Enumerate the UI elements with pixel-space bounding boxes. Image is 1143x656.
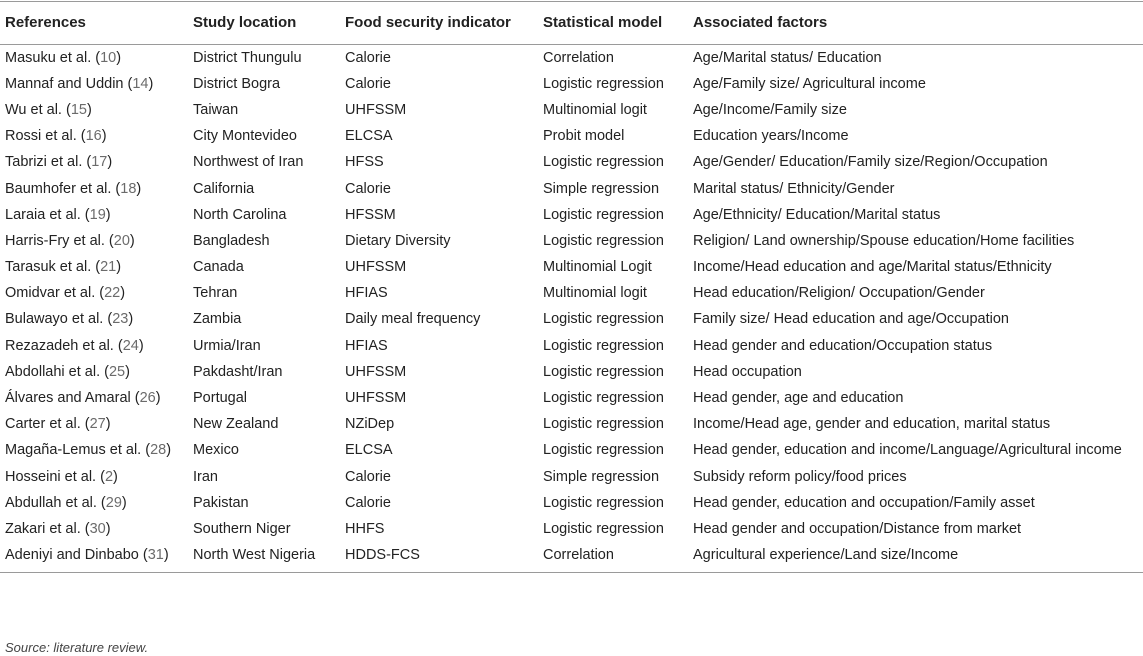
cell-food-security-indicator: HFIAS: [345, 337, 388, 354]
reference-close-paren: ): [121, 494, 127, 511]
citation-link[interactable]: 25: [108, 363, 126, 380]
table-row: [0, 228, 1143, 254]
header-associated-factors: Associated factors: [688, 2, 1143, 45]
cell-reference: [0, 124, 188, 150]
cell-associated-factors: Subsidy reform policy/food prices: [693, 468, 907, 485]
reference-text: Laraia et al. (: [5, 206, 90, 223]
reference-text: Abdullah et al. (: [5, 494, 106, 511]
cell-food-security-indicator: UHFSSM: [345, 363, 407, 380]
reference-text: Hosseini et al. (: [5, 468, 105, 485]
cell-reference: [0, 385, 188, 411]
cell-study-location: Mexico: [193, 442, 239, 459]
header-study-location: Study location: [188, 2, 340, 45]
cell-reference: [0, 176, 188, 202]
cell-food-security-indicator: Calorie: [345, 468, 391, 485]
cell-reference: [0, 255, 188, 281]
citation-link[interactable]: 31: [147, 547, 164, 564]
cell-statistical-model: Logistic regression: [543, 416, 664, 433]
reference-close-paren: ): [155, 390, 161, 407]
cell-statistical-model: Logistic regression: [543, 520, 664, 537]
reference-text: Omidvar et al. (: [5, 285, 105, 302]
reference-close-paren: ): [128, 311, 134, 328]
cell-study-location: District Thungulu: [193, 49, 302, 66]
cell-statistical-model: Multinomial logit: [543, 285, 647, 302]
table-row: [0, 385, 1143, 411]
reference-close-paren: ): [166, 442, 172, 459]
reference-text: Adeniyi and Dinbabo (: [5, 547, 148, 564]
cell-food-security-indicator: Calorie: [345, 180, 391, 197]
table-row: [0, 202, 1143, 228]
cell-associated-factors: Head gender, education and occupation/Family asset: [693, 494, 1035, 511]
citation-link[interactable]: 16: [85, 128, 102, 145]
food-security-table: [0, 1, 1143, 573]
citation-link[interactable]: 19: [89, 206, 106, 223]
cell-reference: [0, 150, 188, 176]
reference-text: Wu et al. (: [5, 101, 71, 118]
cell-reference: [0, 464, 188, 490]
citation-link[interactable]: 23: [112, 311, 129, 328]
reference-close-paren: ): [125, 363, 130, 380]
reference-text: Bulawayo et al. (: [5, 311, 113, 328]
cell-statistical-model: Logistic regression: [543, 154, 664, 171]
header-statistical-model: Statistical model: [538, 2, 688, 45]
cell-food-security-indicator: HHFS: [345, 520, 385, 537]
reference-text: Masuku et al. (: [5, 49, 101, 66]
cell-reference: [0, 543, 188, 573]
table-row: [0, 490, 1143, 516]
cell-food-security-indicator: HFSS: [345, 154, 384, 171]
table-row: [0, 359, 1143, 385]
cell-statistical-model: Logistic regression: [543, 442, 664, 459]
cell-reference: [0, 412, 188, 438]
cell-study-location: Pakistan: [193, 494, 249, 511]
citation-link[interactable]: 10: [100, 49, 117, 66]
reference-text: Carter et al. (: [5, 416, 90, 433]
cell-statistical-model: Logistic regression: [543, 337, 664, 354]
cell-statistical-model: Logistic regression: [543, 232, 664, 249]
cell-associated-factors: Head gender, education and income/Language/Agricultural income: [693, 442, 1122, 459]
table-row: [0, 176, 1143, 202]
cell-reference: [0, 71, 188, 97]
citation-link[interactable]: 14: [132, 75, 149, 92]
cell-associated-factors: Age/Family size/ Agricultural income: [693, 75, 926, 92]
header-row: [0, 2, 1143, 45]
cell-study-location: Southern Niger: [193, 520, 291, 537]
cell-associated-factors: Religion/ Land ownership/Spouse education/Home facilities: [693, 232, 1075, 249]
reference-text: Magaña-Lemus et al. (: [5, 442, 151, 459]
cell-statistical-model: Logistic regression: [543, 363, 664, 380]
cell-food-security-indicator: NZiDep: [345, 416, 395, 433]
cell-reference: [0, 438, 188, 464]
cell-study-location: Zambia: [193, 311, 242, 328]
cell-associated-factors: Agricultural experience/Land size/Income: [688, 543, 1143, 573]
cell-reference: [0, 228, 188, 254]
cell-food-security-indicator: Calorie: [345, 75, 391, 92]
cell-statistical-model: Probit model: [543, 128, 625, 145]
cell-associated-factors: Head education/Religion/ Occupation/Gender: [693, 285, 985, 302]
table-row: [0, 412, 1143, 438]
cell-study-location: District Bogra: [193, 75, 281, 92]
cell-reference: [0, 97, 188, 123]
reference-text: Álvares and Amaral (: [5, 390, 140, 407]
cell-statistical-model: Correlation: [543, 49, 614, 66]
cell-food-security-indicator: ELCSA: [345, 442, 393, 459]
cell-statistical-model: Logistic regression: [543, 390, 664, 407]
reference-text: Rezazadeh et al. (: [5, 337, 123, 354]
reference-close-paren: ): [86, 101, 92, 118]
cell-statistical-model: Simple regression: [543, 180, 660, 197]
cell-study-location: Iran: [193, 468, 218, 485]
cell-food-security-indicator: HFSSM: [345, 206, 396, 223]
citation-link[interactable]: 15: [70, 101, 87, 118]
table-row: [0, 97, 1143, 123]
reference-close-paren: ): [113, 468, 118, 485]
table-row: [0, 543, 1143, 573]
cell-reference: [0, 359, 188, 385]
cell-food-security-indicator: Calorie: [345, 49, 391, 66]
reference-close-paren: ): [120, 285, 126, 302]
cell-associated-factors: Age/Ethnicity/ Education/Marital status: [693, 206, 941, 223]
cell-study-location: California: [193, 180, 255, 197]
citation-link[interactable]: 22: [104, 285, 121, 302]
citation-link[interactable]: 28: [150, 442, 167, 459]
table-row: [0, 333, 1143, 359]
cell-associated-factors: Age/Gender/ Education/Family size/Region/Occupation: [693, 154, 1048, 171]
cell-reference: [0, 202, 188, 228]
cell-associated-factors: Age/Marital status/ Education: [693, 49, 882, 66]
reference-close-paren: ): [101, 128, 107, 145]
table-row: [0, 307, 1143, 333]
cell-associated-factors: Head gender, age and education: [693, 390, 904, 407]
table-row: [0, 124, 1143, 150]
cell-associated-factors: Age/Income/Family size: [693, 101, 847, 118]
citation-link[interactable]: 17: [91, 154, 108, 171]
cell-statistical-model: Logistic regression: [543, 206, 664, 223]
cell-reference: [0, 490, 188, 516]
reference-text: Tabrizi et al. (: [5, 154, 92, 171]
table-row: [0, 150, 1143, 176]
cell-study-location: New Zealand: [193, 416, 279, 433]
cell-reference: [0, 333, 188, 359]
cell-food-security-indicator: UHFSSM: [345, 101, 407, 118]
reference-text: Zakari et al. (: [5, 520, 90, 537]
cell-food-security-indicator: UHFSSM: [345, 390, 407, 407]
cell-food-security-indicator: Daily meal frequency: [345, 311, 481, 328]
reference-close-paren: ): [105, 416, 111, 433]
cell-study-location: Pakdasht/Iran: [193, 363, 283, 380]
reference-close-paren: ): [129, 232, 135, 249]
table-source-note: Source: literature review.: [5, 640, 149, 655]
table-row: [0, 45, 1143, 72]
cell-food-security-indicator: Calorie: [345, 494, 391, 511]
cell-study-location: North West Nigeria: [188, 543, 340, 573]
cell-associated-factors: Income/Head education and age/Marital status/Ethnicity: [693, 259, 1052, 276]
reference-close-paren: ): [116, 49, 122, 66]
reference-close-paren: ): [163, 547, 169, 564]
cell-associated-factors: Education years/Income: [693, 128, 849, 145]
cell-food-security-indicator: Dietary Diversity: [345, 232, 451, 249]
header-food-security-indicator: Food security indicator: [340, 2, 538, 45]
table-row: [0, 438, 1143, 464]
reference-close-paren: ): [107, 154, 113, 171]
cell-statistical-model: Multinomial Logit: [543, 259, 652, 276]
reference-text: Tarasuk et al. (: [5, 259, 101, 276]
cell-reference: [0, 45, 188, 72]
table-row: [0, 464, 1143, 490]
cell-study-location: Canada: [193, 259, 244, 276]
cell-food-security-indicator: UHFSSM: [345, 259, 407, 276]
citation-link[interactable]: 2: [104, 468, 114, 485]
cell-statistical-model: Logistic regression: [543, 311, 664, 328]
cell-associated-factors: Head gender and occupation/Distance from market: [693, 520, 1022, 537]
citation-link[interactable]: 29: [105, 494, 122, 511]
cell-study-location: North Carolina: [193, 206, 287, 223]
table-row: [0, 516, 1143, 542]
table-row: [0, 71, 1143, 97]
reference-close-paren: ): [116, 259, 122, 276]
cell-associated-factors: Head gender and education/Occupation status: [693, 337, 993, 354]
cell-associated-factors: Income/Head age, gender and education, marital status: [693, 416, 1051, 433]
cell-study-location: City Montevideo: [193, 128, 297, 145]
cell-reference: [0, 281, 188, 307]
reference-close-paren: ): [105, 520, 111, 537]
cell-food-security-indicator: ELCSA: [345, 128, 393, 145]
cell-statistical-model: Multinomial logit: [543, 101, 647, 118]
cell-reference: [0, 516, 188, 542]
citation-link[interactable]: 18: [120, 180, 137, 197]
citation-link[interactable]: 20: [113, 232, 130, 249]
cell-statistical-model: Correlation: [538, 543, 688, 573]
header-references: References: [0, 2, 188, 45]
citation-link[interactable]: 21: [100, 259, 117, 276]
reference-text: Abdollahi et al. (: [5, 363, 109, 380]
cell-reference: [0, 307, 188, 333]
cell-study-location: Portugal: [193, 390, 248, 407]
reference-text: Mannaf and Uddin (: [5, 75, 133, 92]
cell-study-location: Northwest of Iran: [193, 154, 304, 171]
reference-close-paren: ): [138, 337, 144, 354]
reference-close-paren: ): [136, 180, 142, 197]
cell-associated-factors: Family size/ Head education and age/Occupation: [693, 311, 1009, 328]
reference-text: Harris-Fry et al. (: [5, 232, 114, 249]
cell-study-location: Tehran: [193, 285, 238, 302]
cell-statistical-model: Simple regression: [543, 468, 660, 485]
cell-study-location: Taiwan: [193, 101, 239, 118]
citation-link[interactable]: 24: [122, 337, 139, 354]
table-row: [0, 255, 1143, 281]
table-row: [0, 281, 1143, 307]
cell-associated-factors: Marital status/ Ethnicity/Gender: [693, 180, 895, 197]
reference-text: Rossi et al. (: [5, 128, 86, 145]
cell-statistical-model: Logistic regression: [543, 75, 664, 92]
cell-food-security-indicator: HDDS-FCS: [340, 543, 538, 573]
cell-study-location: Urmia/Iran: [193, 337, 261, 354]
cell-associated-factors: Head occupation: [693, 363, 802, 380]
cell-statistical-model: Logistic regression: [543, 494, 664, 511]
cell-food-security-indicator: HFIAS: [345, 285, 388, 302]
cell-study-location: Bangladesh: [193, 232, 270, 249]
reference-close-paren: ): [148, 75, 154, 92]
reference-close-paren: ): [105, 206, 111, 223]
reference-text: Baumhofer et al. (: [5, 180, 121, 197]
citation-link[interactable]: 26: [139, 390, 156, 407]
citation-link[interactable]: 27: [89, 416, 106, 433]
table-body: [0, 45, 1143, 573]
citation-link[interactable]: 30: [89, 520, 106, 537]
